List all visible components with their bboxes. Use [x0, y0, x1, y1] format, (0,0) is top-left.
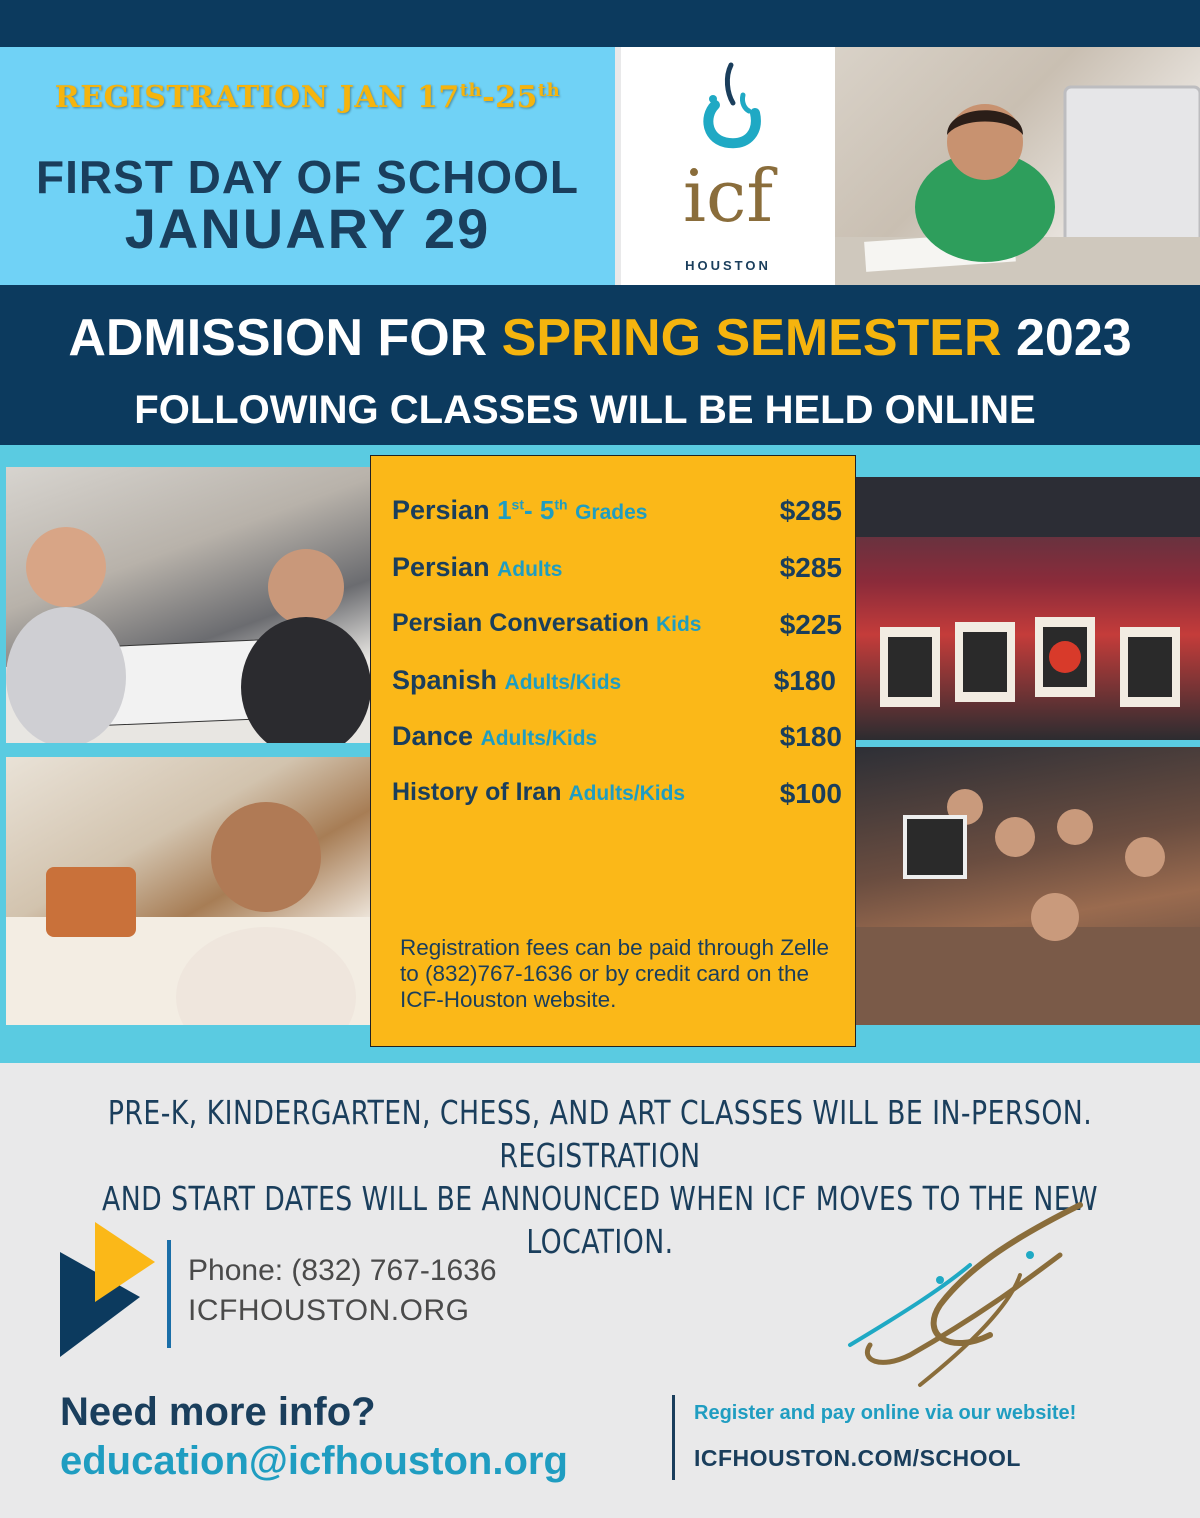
phone-number[interactable]: Phone: (832) 767-1636: [188, 1254, 497, 1287]
class-qualifier: Adults: [497, 558, 563, 581]
class-price: $100: [779, 778, 842, 809]
children-sitting-photo: [855, 747, 1200, 1025]
icf-logo-houston: HOUSTON: [685, 258, 771, 273]
register-divider: [672, 1395, 675, 1480]
class-price: $225: [779, 609, 842, 640]
kids-playing-chess-photo: [6, 467, 370, 743]
registration-dates: REGISTRATION JAN 17th-25th: [54, 80, 561, 115]
girl-drawing-photo: [6, 757, 370, 1025]
class-row-persian-grades: Persian 1st- 5th Grades $285: [392, 495, 842, 526]
fee-payment-note: Registration fees can be paid through Zelle to (832)767-1636 or by credit card on the ICF-Houston website.: [400, 935, 830, 1012]
persian-calligraphy-logo: [820, 1195, 1120, 1395]
class-row-persian-conversation: [392, 609, 842, 649]
kids-cultural-costumes-photo: [855, 477, 1200, 740]
icf-logo-text: icf: [683, 154, 773, 238]
register-online-note: Register and pay online via our website!: [694, 1402, 1077, 1424]
class-price: $285: [779, 495, 842, 526]
class-name: Persian: [392, 495, 490, 525]
class-name: Dance: [392, 721, 474, 751]
icf-play-logo-icon: [60, 1222, 160, 1362]
class-name: Spanish: [392, 665, 498, 695]
online-classes-subtitle: FOLLOWING CLASSES WILL BE HELD ONLINE: [134, 388, 1036, 432]
class-qualifier: Adults/Kids: [504, 671, 622, 694]
in-person-notice: PRE-K, KINDERGARTEN, CHESS, AND ART CLASSES WILL BE IN-PERSON. REGISTRATION AND START DATES WILL BE ANNOUNCED WHEN ICF MOVES TO THE NEW LOCATION.: [102, 1093, 1098, 1261]
top-bar: [0, 0, 1200, 47]
class-name: Persian: [392, 552, 490, 582]
class-name: History of Iran: [392, 778, 562, 806]
contact-divider: [167, 1240, 171, 1348]
class-price: $285: [779, 552, 842, 583]
website-link[interactable]: ICFHOUSTON.ORG: [188, 1294, 470, 1327]
email-link[interactable]: education@icfhouston.org: [60, 1439, 568, 1483]
class-qualifier: Grades: [575, 501, 648, 524]
class-row-persian-adults: [392, 552, 842, 592]
school-url-link[interactable]: ICFHOUSTON.COM/SCHOOL: [694, 1445, 1021, 1471]
class-row-dance: [392, 721, 842, 761]
class-row-history-of-iran: [392, 778, 842, 818]
class-qualifier: Adults/Kids: [480, 727, 598, 750]
first-day-date: JANUARY 29: [124, 197, 491, 260]
class-price: $180: [773, 665, 836, 696]
boy-studying-photo: [835, 47, 1200, 285]
class-qualifier: Kids: [655, 613, 702, 636]
first-day-heading: FIRST DAY OF SCHOOL: [36, 151, 579, 203]
need-info-heading: Need more info?: [60, 1390, 376, 1434]
class-price: $180: [779, 721, 842, 752]
class-qualifier: Adults/Kids: [568, 782, 686, 805]
admission-title: ADMISSION FOR SPRING SEMESTER 2023: [68, 309, 1132, 367]
class-name: Persian Conversation: [392, 609, 650, 637]
class-row-spanish: [392, 665, 842, 705]
